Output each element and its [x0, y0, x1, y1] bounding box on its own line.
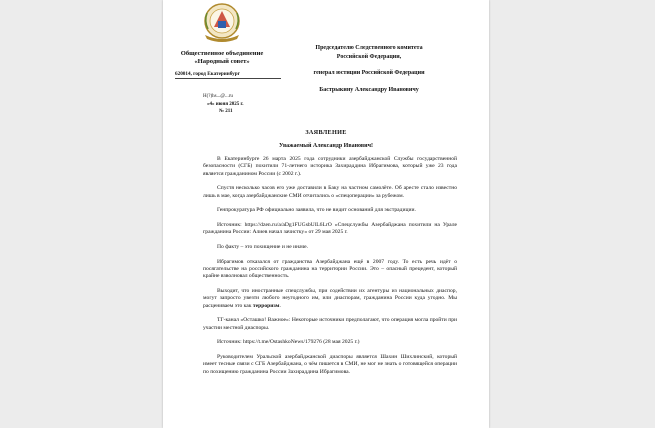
org-email: H(?)hs...@...ru — [203, 94, 233, 99]
address-divider — [175, 78, 281, 79]
bold-suffix: . — [279, 302, 281, 309]
paragraph: ТГ-канал «Осташко! Важное»: Некоторые источники предполагают, что операция могла пройти при участии местной диаспоры. — [203, 317, 457, 331]
paragraph: Источник: https://t.me/OstashkoNews/179276 (28 мая 2025 г.) — [217, 339, 360, 346]
document-page — [163, 0, 489, 428]
addressee-block — [289, 44, 449, 94]
bold-term: терроризм — [252, 302, 280, 309]
organization-name — [167, 50, 277, 66]
paragraph-with-bold — [203, 288, 457, 310]
org-line-2: «Народный совет» — [194, 58, 250, 65]
paragraph: Спустя несколько часов его уже доставили в Баку на частном самолёте. Об аресте стало известно лишь в мае, когда азербайджанские СМИ отчитались о «спецоперации» за рубежом. — [203, 185, 457, 199]
paragraph-text: Выходит, что иностранные спецслужбы, при содействии их агентуры из национальных диаспор, могут запросто увезти любого неугодного им, или диаспорам, гражданина России куда угодно. Мы расцениваем это как — [203, 288, 457, 309]
paragraph: По факту – это похищение и не иначе. — [217, 244, 309, 250]
organization-emblem-icon — [201, 1, 243, 45]
document-number: № 211 — [219, 109, 233, 114]
addressee-line-1: Председателю Следственного комитета — [315, 45, 423, 51]
paragraph: Генпрокуратура РФ официально заявила, что не видит оснований для экстрадиции. — [217, 207, 416, 214]
paragraph: Руководителем Уральской азербайджанской диаспоры является Шахин Шихлинский, который имеет тесные связи с СГБ Азербайджана, о чём пишется в СМИ, не мог не знать о готовящейся операции по похищению гражданина России Захираддина Ибрагимова. — [203, 354, 457, 375]
document-body — [203, 156, 457, 383]
addressee-line-3: генерал юстиции Российской Федерации — [313, 70, 425, 76]
paragraph: В Екатеринбурге 26 марта 2025 года сотрудники азербайджанской Службы государственной безопасности (СГБ) похитили 71-летнего историка Захираддина Ибрагимова, который уже 23 года является гражданином России (с 2002 г.). — [203, 156, 457, 177]
org-line-1: Общественное объединение — [180, 50, 264, 57]
document-date: «4» июня 2025 г. — [207, 102, 244, 107]
document-title: ЗАЯВЛЕНИЕ — [305, 129, 347, 136]
salutation: Уважаемый Александр Иванович! — [279, 143, 373, 149]
paragraph: Источник: https://dzen.ru/a/aDg1FUGsbUlL6LrO «Спецслужбы Азербайджана похитили на Урале гражданина России: Алиев начал зачистку» от 29 мая 2025 г. — [203, 222, 457, 236]
org-address: 620014, город Екатеринбург — [175, 71, 240, 77]
addressee-line-4: Бастрыкину Александру Ивановичу — [319, 86, 419, 93]
paragraph: Ибрагимов отказался от гражданства Азербайджана ещё в 2007 году. То есть речь идёт о посягательстве на российского гражданина на территории России. Это – опасный прецедент, который крайне взволновал общественность. — [203, 258, 457, 280]
addressee-line-2: Российской Федерации, — [336, 53, 402, 60]
